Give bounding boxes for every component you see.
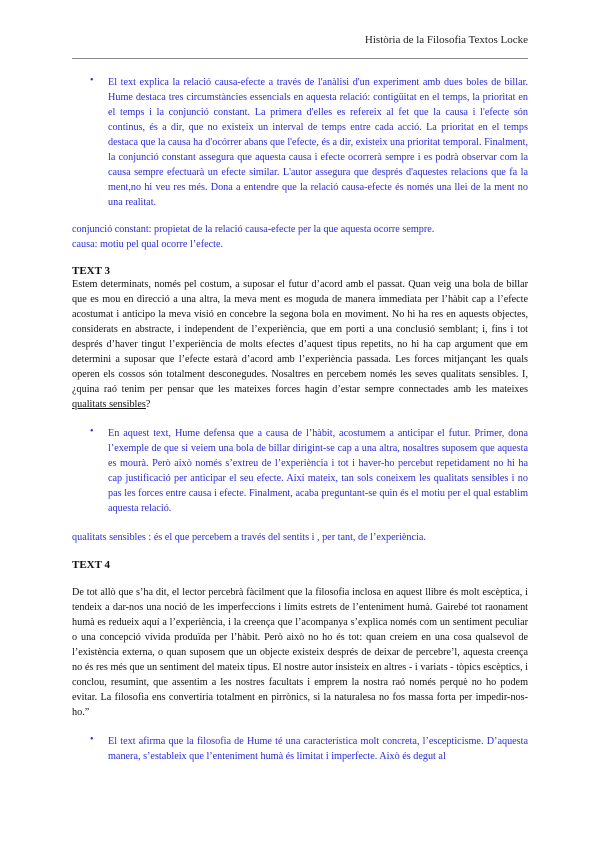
commentary-text-2: En aquest text, Hume defensa que a causa de l’hàbit, acostumem a anticipar el futur. Primer, dona l’exemple de que si veiem una bola de billar dirigint-se cap a una altra, nosaltres suposem que aquesta es mourà. Però això només s’extreu de l’experiència i tot i haver-ho percebut repetidament no hi ha cap justificació per anticipar el seu efecte. Així mateix, tan sols coneixem les qualitats sensibles i no pas les forces entre causa i efecte. Finalment, acaba preguntant-se quin és el motiu per el qual establim aquesta relació. xyxy=(108,428,528,514)
qualitats-sensibles-term: qualitats sensibles xyxy=(72,399,146,410)
definition-qualitats: qualitats sensibles : és el que percebem a través del sentits i , per tant, de l’experiència. xyxy=(72,532,426,543)
commentary-block-3 xyxy=(90,734,528,764)
text3-body: Estem determinats, només pel costum, a suposar el futur d’acord amb el passat. Quan veig una bola de billar que es mou en direcció a una altra, la meva ment es moguda de manera immediata per l’hàbit cap a l’efecte acostumat i anticipo la meva visió en concebre la segona bola en moviment. No hi ha res en aquests objectes, considerats en abstracte, i independent de l’experiència, que em porti a una conclusió semblant; i, fins i tot després d’haver tingut l’experiència de molts efectes d’aquest tipus repetits, no hi ha cap argument que em determini a suposar que l’efecte estarà d’acord amb l’experiència passada. Les forces mitjançant les quals operen els cossos són totalment desconegudes. Nosaltres en percebem només les seves qualitats sensibles. I, ¿quina raó tenim per pensar que les mateixes forces hagin d’estar sempre connectades amb les mateixes qualitats sensibles? xyxy=(72,279,528,410)
page-header: Història de la Filosofia Textos Locke xyxy=(364,34,528,46)
bullet-icon: • xyxy=(90,75,94,86)
commentary-block-2 xyxy=(90,426,528,516)
commentary-text-3: El text afirma que la filosofia de Hume té una característica molt concreta, l’escepticisme. D’aquesta manera, s’estableix que l’enteniment humà és limitat i imperfecte. Això és degut al xyxy=(108,736,528,762)
commentary-block-1 xyxy=(90,75,528,210)
header-divider xyxy=(72,58,528,59)
commentary-text-1: El text explica la relació causa-efecte a través de l'anàlisi d'un experiment amb dues boles de billar. Hume destaca tres circumstàncies essencials en aquesta relació: contigüitat en el temps, la prioritat en el temps i la conjunció constant. La primera d'elles es refereix al fet que la causa i l'efecte són continus, és a dir, que no existeix un interval de temps entre cada acció. La prioritat en el temps destaca que la causa ha d'ocórrer abans que l'efecte, és a dir, existeix una prioritat temporal. Finalment, la conjunció constant assegura que aquesta causa i efecte ocorrerà sempre i es podrà observar com la causa sempre efectuarà un efecte similar. L'autor assegura que després d'aquestes relacions que fa la ment,no hi veu res més. Dona a entendre que la relació causa-efecte és només una llei de la ment no una realitat. xyxy=(108,77,528,208)
text4-heading: TEXT 4 xyxy=(72,559,111,571)
definition-conjuncio: conjunció constant: propietat de la relació causa-efecte per la que aquesta ocorre sempre. xyxy=(72,224,435,235)
definition-causa: causa: motiu pel qual ocorre l’efecte. xyxy=(72,239,224,250)
bullet-icon: • xyxy=(90,426,94,437)
text4-body: De tot allò que s’ha dit, el lector percebrà fàcilment que la filosofia inclosa en aquest llibre és molt escèptica, i tendeix a dar-nos una noció de les imperfeccions i límits estrets de l’enteniment humà. Gairebé tot raonament humà es redueix aquí a l’experiència, i la creença que l’acompanya s’explica només com un sentiment peculiar o una concepció vívida produïda per l’hàbit. Però això no ho és tot: quan creiem en una cosa qualsevol de l’existència externa, o quan suposem que un objecte existeix després de deixar de percebre’l, aquesta creença no és res més que un sentiment del mateix tipus. El nostre autor insisteix en altres - i variats - tòpics escèptics, i conclou, resumint, que assentim a les nostres facultats i emprem la nostra raó només perquè no ho podem evitar. La filosofia ens convertiria totalment en pirrònics, si la naturalesa no fos massa forta per impedir-nos-ho.” xyxy=(72,587,528,718)
definitions-1 xyxy=(72,222,528,252)
document-body xyxy=(72,72,528,764)
bullet-icon: • xyxy=(90,734,94,745)
text3-heading: TEXT 3 xyxy=(72,265,111,277)
